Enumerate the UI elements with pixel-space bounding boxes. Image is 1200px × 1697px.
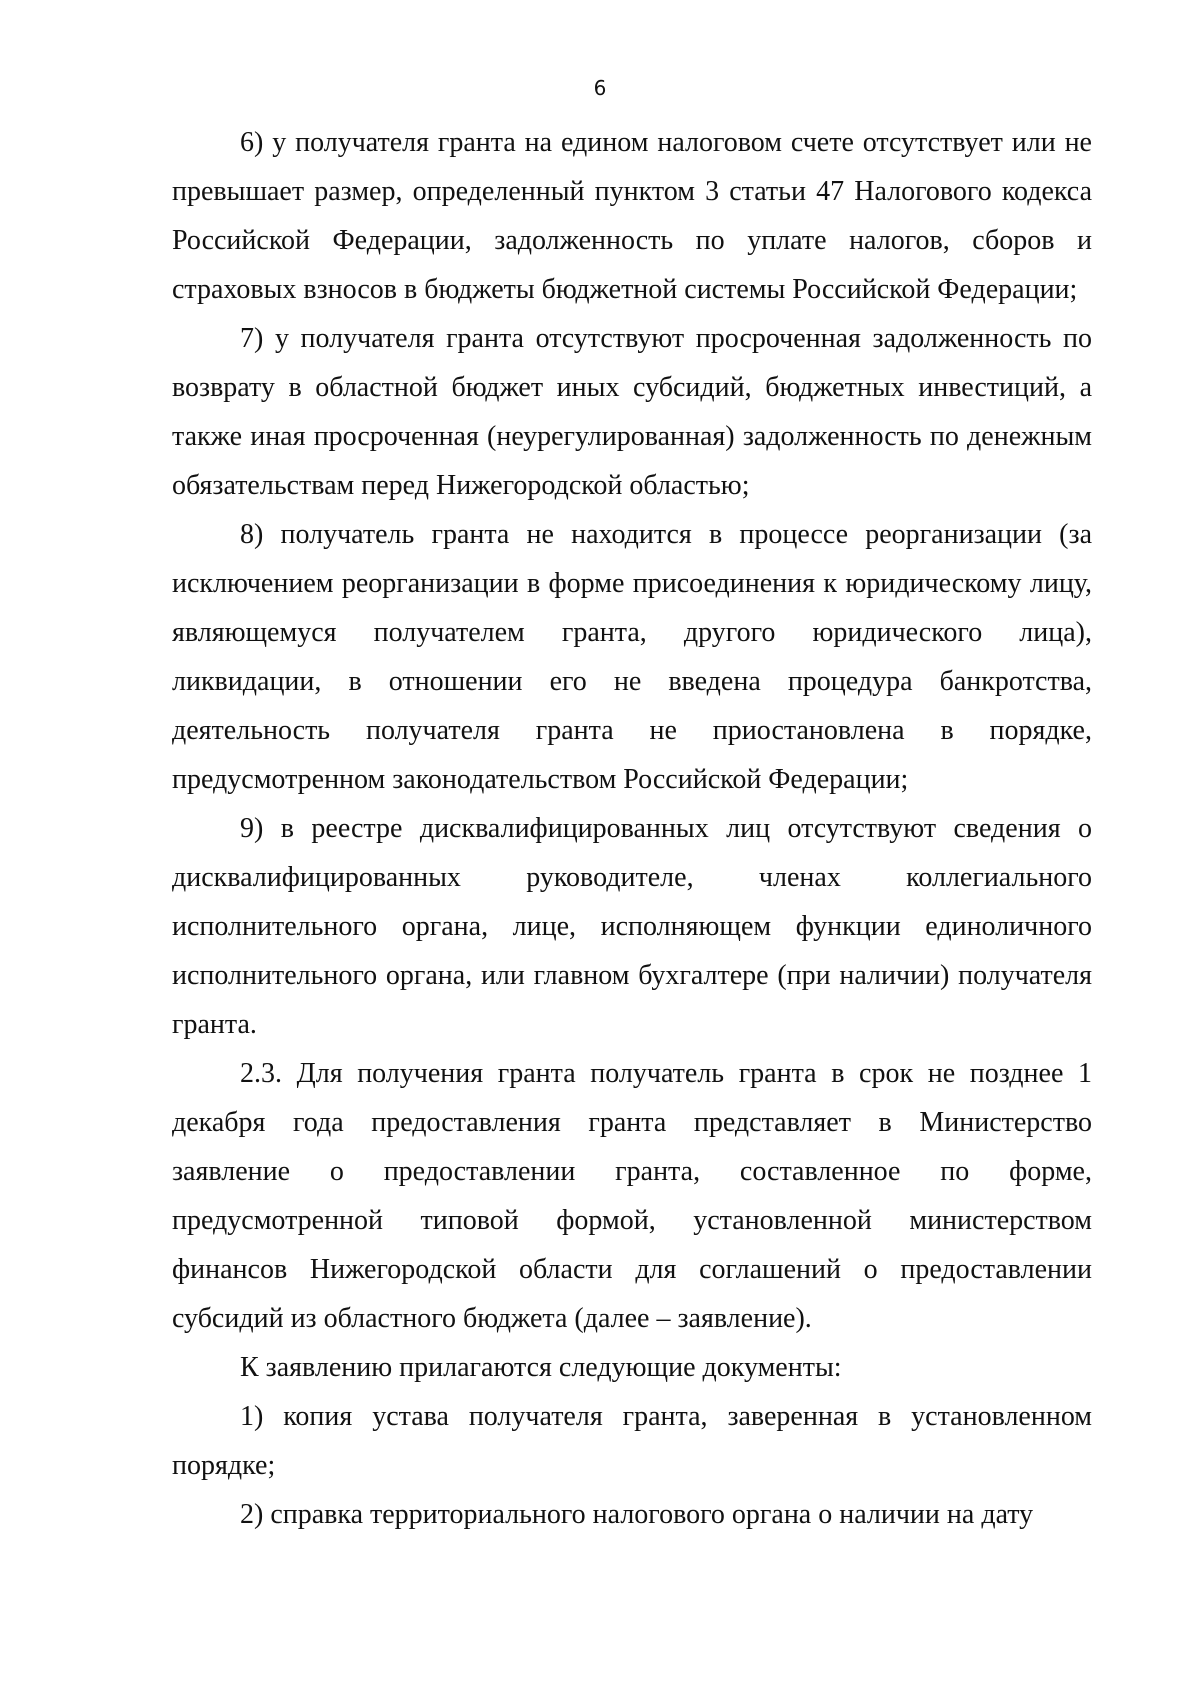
paragraph-attachment-2: 2) справка территориального налогового органа о наличии на дату: [240, 1499, 1034, 1530]
paragraph-section-2-3: 2.3. Для получения гранта получатель гранта в срок не позднее 1 декабря года предоставления гранта представляет в Министерство заявление о предоставлении гранта, составленное по форме, предусмотренной типовой формой, установленной министерством финансов Нижегородской области для соглашений о предоставлении субсидий из областного бюджета (далее – заявление).: [172, 1058, 1092, 1334]
paragraph-attachments-intro: К заявлению прилагаются следующие документы:: [240, 1352, 842, 1383]
paragraph-item-6: 6) у получателя гранта на едином налоговом счете отсутствует или не превышает размер, определенный пунктом 3 статьи 47 Налогового кодекса Российской Федерации, задолженность по уплате налогов, сборов и страховых взносов в бюджеты бюджетной системы Российской Федерации;: [172, 127, 1092, 305]
paragraph-item-8: 8) получатель гранта не находится в процессе реорганизации (за исключением реорганизации в форме присоединения к юридическому лицу, являющемуся получателем гранта, другого юридического лица), ликвидации, в отношении его не введена процедура банкротства, деятельность получателя гранта не приостановлена в порядке, предусмотренном законодательством Российской Федерации;: [172, 519, 1092, 795]
page-number: 6: [593, 76, 607, 100]
paragraph-item-9: 9) в реестре дисквалифицированных лиц отсутствуют сведения о дисквалифицированных руководителе, членах коллегиального исполнительного органа, лице, исполняющем функции единоличного исполнительного органа, или главном бухгалтере (при наличии) получателя гранта.: [172, 813, 1092, 1040]
document-body: [172, 118, 1092, 1539]
paragraph-item-7: 7) у получателя гранта отсутствуют просроченная задолженность по возврату в областной бюджет иных субсидий, бюджетных инвестиций, а также иная просроченная (неурегулированная) задолженность по денежным обязательствам перед Нижегородской областью;: [172, 323, 1092, 501]
paragraph-attachment-1: 1) копия устава получателя гранта, заверенная в установленном порядке;: [172, 1401, 1092, 1481]
